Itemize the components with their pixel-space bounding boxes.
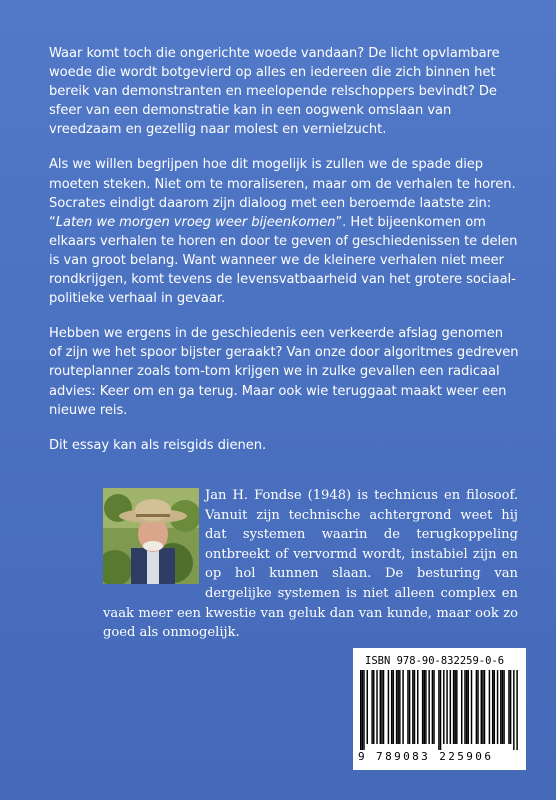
barcode-bar	[376, 670, 377, 744]
barcode-bar	[453, 670, 454, 744]
barcode-bar	[432, 670, 433, 744]
barcode-bar	[484, 670, 485, 744]
barcode-bar	[508, 670, 509, 744]
barcode-bar	[360, 670, 361, 750]
barcode-bar	[381, 670, 382, 744]
barcode-bar	[388, 670, 389, 744]
barcode-bar	[399, 670, 400, 744]
barcode-bar	[414, 670, 415, 744]
barcode-bar	[461, 670, 462, 744]
barcode-bar	[440, 670, 441, 750]
barcode-bar	[424, 670, 425, 744]
blurb-paragraph-3: Hebben we ergens in de geschiedenis een verkeerde afslag genomen of zijn we het spoor bijster geraakt? Van onze door algoritmes gedreven routeplanner zoals tom-tom krijgen we in zulke gevallen een radicaal advies: Keer om en ga terug. Maar ook wie teruggaat maakt weer een nieuwe reis.	[49, 326, 519, 418]
barcode-bar	[492, 670, 493, 744]
barcode-bar	[371, 670, 372, 744]
blurb-paragraph-2	[49, 155, 519, 308]
barcode-bar	[503, 670, 504, 744]
barcode-bar	[481, 670, 482, 744]
barcode-bar	[466, 670, 467, 744]
barcode-bar	[482, 670, 483, 744]
barcode-bar	[456, 670, 457, 744]
barcode-bar	[477, 670, 478, 744]
barcode-bars	[360, 670, 518, 750]
blurb-paragraph-1: Waar komt toch die ongerichte woede vandaan? De licht opvlambare woede die wordt botgevierd op alles en iedereen die zich binnen het bereik van demonstranten en meelopende relschoppers bevindt? De sfeer van een demonstratie kan in een oogwenk omslaan van vreedzaam en gezellig naar molest en vernielzucht.	[49, 46, 500, 138]
blurb-paragraph-4: Dit essay kan als reisgids dienen.	[49, 437, 267, 453]
barcode-bar	[380, 670, 381, 744]
barcode-bar	[362, 670, 363, 750]
blurb-paragraph-2-end: ”. Het bijeenkomen om elkaars verhalen te horen en door te geven of geschiedenissen te delen is van groot belang. Want wanneer we de kleinere verhalen niet meer rondkrijgen, komt tevens de levensvatbaarheid van het grotere sociaal-politieke verhaal in gevaar.	[49, 214, 518, 307]
author-bio-text: Jan H. Fondse (1948) is technicus en filosoof. Vanuit zijn technische achtergrond weet hij dat systemen waarin de terugkoppeling ontbreekt of vervormd wordt, instabiel zijn en op hol kunnen slaan. De besturing van dergelijke systemen is niet alleen complex en vaak meer een kwestie van geluk dan van kunde, maar ook zo goed als onmogelijk.	[103, 488, 518, 641]
barcode-bar	[489, 670, 490, 744]
barcode-bar	[464, 670, 465, 744]
blurb-paragraph-2-start: Als we willen begrijpen hoe dit mogelijk is zullen we de spade diep moeten steken. Niet om te moraliseren, maar om de verhalen te horen. Socrates eindigt daarom zijn dialoog met een beroemde laatste zin: “	[49, 157, 516, 230]
barcode-bar	[433, 670, 434, 744]
barcode-bar	[367, 670, 368, 744]
barcode-bar	[454, 670, 455, 744]
blurb-text	[49, 44, 519, 471]
barcode-bar	[438, 670, 439, 750]
barcode-bar	[397, 670, 398, 744]
isbn-barcode	[353, 648, 526, 770]
barcode-bar	[497, 670, 498, 744]
author-bio	[103, 486, 518, 643]
ean-digits: 9 789083 225906	[358, 750, 494, 763]
barcode-bar	[513, 670, 514, 750]
barcode-bar	[425, 670, 426, 744]
barcode-bar	[468, 670, 469, 744]
barcode-bar	[428, 670, 429, 744]
barcode-bar	[383, 670, 384, 744]
barcode-bar	[409, 670, 410, 744]
barcode-bar	[393, 670, 394, 744]
barcode-bar	[500, 670, 501, 744]
barcode-bar	[516, 670, 517, 750]
barcode-bar	[407, 670, 408, 744]
barcode-bar	[373, 670, 374, 744]
barcode-bar	[363, 670, 364, 750]
barcode-bar	[510, 670, 511, 744]
barcode-bar	[476, 670, 477, 744]
isbn-label: ISBN 978-90-832259-0-6	[365, 655, 505, 667]
barcode-bar	[396, 670, 397, 744]
barcode-bar	[391, 670, 392, 744]
barcode-bar	[412, 670, 413, 744]
barcode-bar	[502, 670, 503, 744]
barcode-bar	[471, 670, 472, 744]
barcode-bar	[443, 670, 444, 744]
barcode-bar	[494, 670, 495, 744]
barcode-bar	[417, 670, 418, 744]
barcode-bar	[446, 670, 447, 744]
barcode-bar	[450, 670, 451, 744]
barcode-bar	[402, 670, 403, 744]
barcode-bar	[422, 670, 423, 744]
socrates-quote: Laten we morgen vroeg weer bijeenkomen	[55, 214, 336, 230]
